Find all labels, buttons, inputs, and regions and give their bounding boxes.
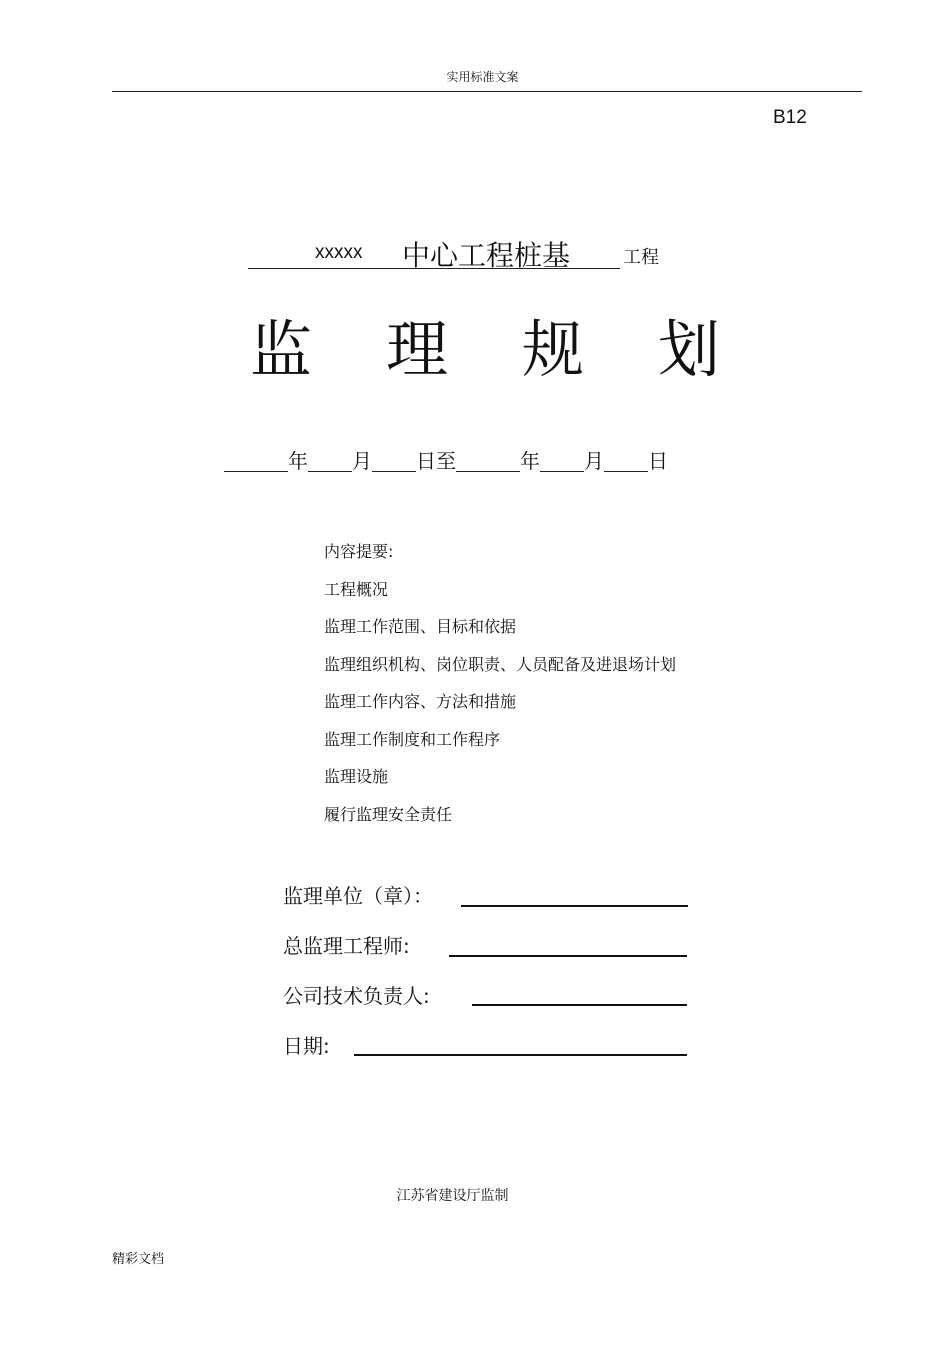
project-suffix: 工程 — [623, 247, 659, 268]
form-code: B12 — [773, 107, 807, 128]
title-char-4: 划 — [657, 312, 720, 386]
contents-item: 监理工作制度和工作程序 — [324, 729, 501, 749]
page-footer-text: 精彩文档 — [112, 1252, 165, 1267]
date-line[interactable] — [354, 1054, 687, 1056]
chief-engineer-label: 总监理工程师: — [283, 934, 410, 958]
start-month-blank[interactable] — [308, 449, 352, 472]
supervision-unit-line[interactable] — [461, 905, 688, 907]
period-day-to-label: 日至 — [416, 449, 456, 473]
start-year-blank[interactable] — [224, 449, 288, 472]
contents-summary — [324, 540, 676, 840]
chief-engineer-line[interactable] — [449, 955, 687, 957]
page-header-text: 实用标准文案 — [446, 70, 519, 84]
date-label: 日期: — [283, 1034, 330, 1058]
title-char-2: 理 — [385, 312, 448, 386]
project-name: 中心工程桩基 — [402, 239, 571, 272]
end-month-blank[interactable] — [540, 449, 584, 472]
issuer-note: 江苏省建设厅监制 — [396, 1188, 509, 1204]
start-day-blank[interactable] — [372, 449, 416, 472]
end-day-blank[interactable] — [604, 449, 648, 472]
period-month-label-1: 月 — [352, 449, 372, 473]
document-title — [250, 304, 720, 384]
end-year-blank[interactable] — [456, 449, 520, 472]
supervision-period — [224, 448, 668, 474]
title-char-3: 规 — [521, 312, 584, 386]
period-year-label-2: 年 — [520, 449, 540, 473]
contents-item: 监理设施 — [324, 767, 389, 786]
contents-heading: 内容提要: — [324, 542, 394, 561]
period-day-label-2: 日 — [648, 449, 668, 473]
title-char-1: 监 — [250, 312, 313, 386]
supervision-unit-label: 监理单位（章）： — [283, 884, 433, 908]
contents-item: 监理工作范围、目标和依据 — [324, 617, 517, 636]
tech-lead-label: 公司技术负责人: — [283, 984, 430, 1008]
period-year-label-1: 年 — [288, 449, 308, 473]
contents-item: 履行监理安全责任 — [324, 804, 453, 824]
header-rule — [112, 91, 862, 92]
contents-item: 监理组织机构、岗位职责、人员配备及进退场计划 — [324, 654, 677, 674]
tech-lead-line[interactable] — [472, 1004, 687, 1006]
contents-item: 监理工作内容、方法和措施 — [324, 692, 517, 711]
period-month-label-2: 月 — [584, 449, 604, 473]
project-prefix: xxxxx — [315, 242, 363, 263]
contents-item: 工程概况 — [324, 579, 389, 599]
